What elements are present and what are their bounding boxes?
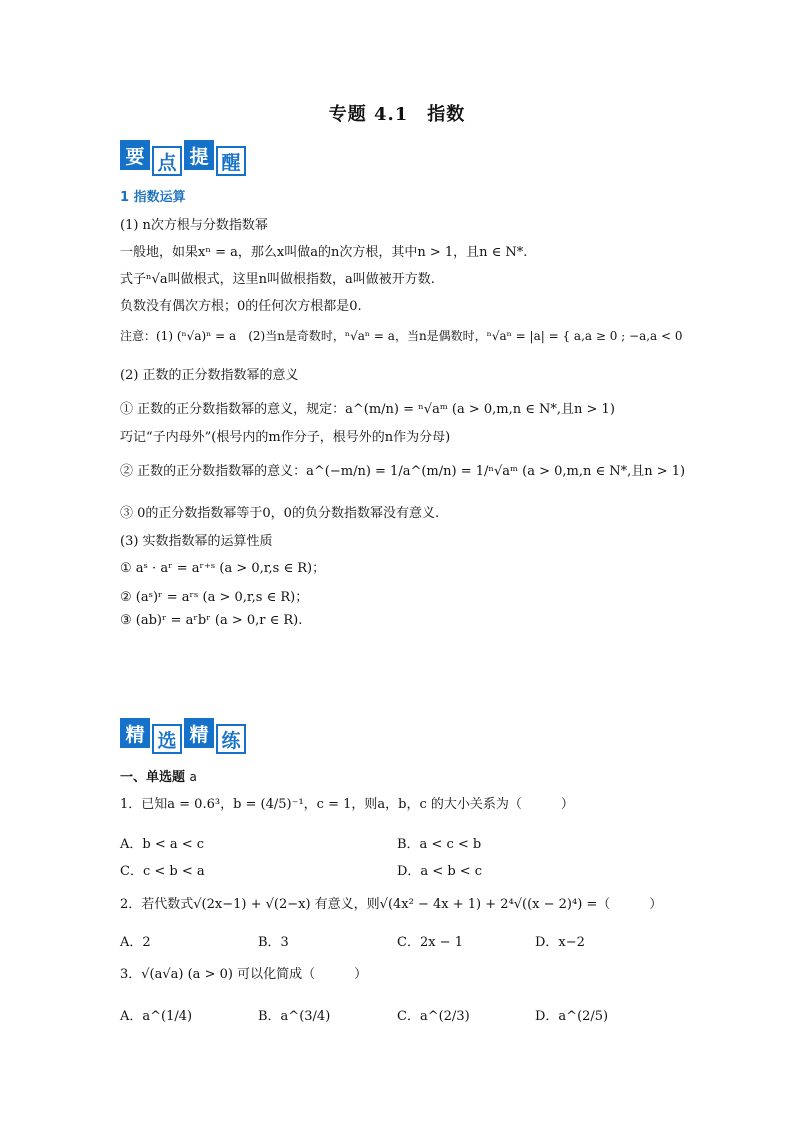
text-line: (1) n次方根与分数指数幂	[120, 218, 268, 233]
text-line: 一般地，如果xⁿ = a，那么x叫做a的n次方根，其中n > 1，且n ∈ N*.	[120, 245, 528, 260]
question-2-option-d[interactable]: D．x−2	[535, 935, 585, 950]
text-line: 巧记“子内母外”(根号内的m作分子，根号外的n作为分母)	[120, 430, 451, 445]
text-line: 式子ⁿ√a叫做根式，这里n叫做根指数，a叫做被开方数.	[120, 272, 435, 287]
question-2-stem: 2．若代数式√(2x−1) + √(2−x) 有意义，则√(4x² − 4x + 1) + 2⁴√((x − 2)⁴) =（ ）	[120, 897, 663, 912]
question-1-option-b[interactable]: B．a < c < b	[397, 837, 482, 852]
text-line: (2) 正数的正分数指数幂的意义	[120, 368, 299, 383]
text-line: ③ 0的正分数指数幂等于0，0的负分数指数幂没有意义.	[120, 506, 440, 521]
section-heading-single-choice	[120, 766, 197, 785]
question-2-option-a[interactable]: A．2	[120, 935, 151, 950]
question-2-option-b[interactable]: B．3	[258, 935, 289, 950]
text-line: (3) 实数指数幂的运算性质	[120, 534, 273, 549]
question-2-option-c[interactable]: C．2x − 1	[397, 935, 463, 950]
page-title: 专题 4.1 指数	[328, 104, 466, 125]
section-heading: 1 指数运算	[120, 190, 186, 205]
question-1-option-d[interactable]: D．a < b < c	[397, 864, 483, 879]
text-line: ② (aˢ)ʳ = aʳˢ (a > 0,r,s ∈ R)；	[120, 590, 309, 605]
question-3-option-c[interactable]: C．a^(2/3)	[397, 1009, 470, 1024]
badge-char: 精	[184, 718, 214, 748]
question-3-stem: 3．√(a√a) (a > 0) 可以化简成（ ）	[120, 967, 368, 982]
section-heading-text: 一、单选题	[120, 770, 186, 785]
question-3-option-b[interactable]: B．a^(3/4)	[258, 1009, 331, 1024]
text-line: 负数没有偶次方根；0的任何次方根都是0.	[120, 299, 362, 314]
badge-char: 精	[120, 718, 150, 748]
badge-char: 练	[216, 724, 246, 754]
badge-practice	[120, 718, 246, 754]
badge-char: 要	[120, 140, 150, 170]
badge-char: 提	[184, 140, 214, 170]
badge-key-points	[120, 140, 246, 176]
question-1-stem: 1．已知a = 0.6³，b = (4/5)⁻¹，c = 1，则a，b，c 的大小关系为（ ）	[120, 797, 574, 812]
badge-char: 醒	[216, 146, 246, 176]
question-3-option-a[interactable]: A．a^(1/4)	[120, 1009, 193, 1024]
text-line: ② 正数的正分数指数幂的意义：a^(−m/n) = 1/a^(m/n) = 1/ⁿ√aᵐ (a > 0,m,n ∈ N*,且n > 1)	[120, 464, 686, 479]
section-heading-mark: a	[189, 770, 197, 784]
text-line: ③ (ab)ʳ = aʳbʳ (a > 0,r ∈ R).	[120, 613, 303, 628]
question-1-option-a[interactable]: A．b < a < c	[120, 837, 205, 852]
badge-char: 点	[152, 146, 182, 176]
question-3-option-d[interactable]: D．a^(2/5)	[535, 1009, 609, 1024]
text-line: ① aˢ · aʳ = aʳ⁺ˢ (a > 0,r,s ∈ R)；	[120, 561, 326, 576]
text-line: 注意：(1) (ⁿ√a)ⁿ = a (2)当n是奇数时，ⁿ√aⁿ = a，当n是偶数时，ⁿ√aⁿ = |a| = { a,a ≥ 0 ; −a,a < 0	[120, 329, 683, 343]
text-line: ① 正数的正分数指数幂的意义，规定：a^(m/n) = ⁿ√aᵐ (a > 0,m,n ∈ N*,且n > 1)	[120, 402, 615, 417]
question-1-option-c[interactable]: C．c < b < a	[120, 864, 205, 879]
badge-char: 选	[152, 724, 182, 754]
